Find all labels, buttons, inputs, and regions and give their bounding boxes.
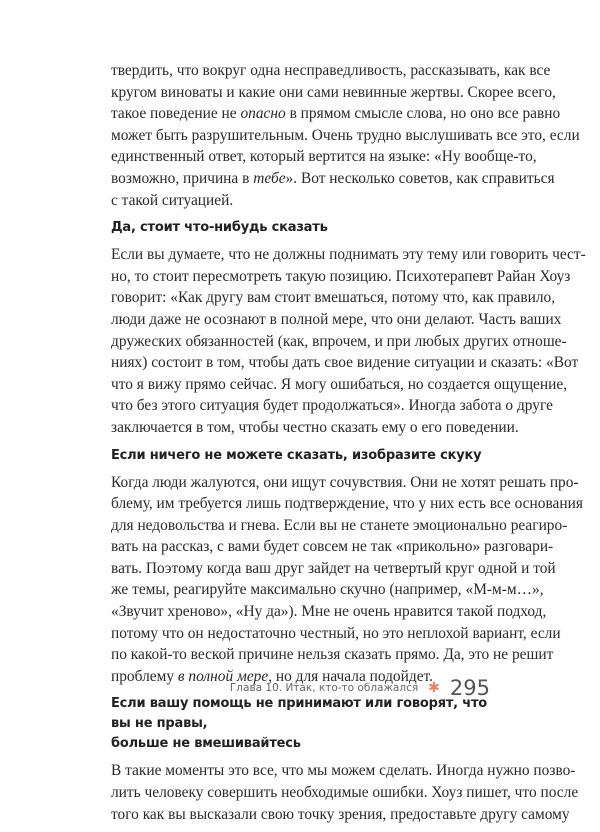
text-segment: дружеских обязанностей (как, впрочем, и при любых других отноше-: [111, 332, 567, 350]
text-segment: ». Вот несколько советов, как справиться: [285, 169, 555, 187]
text-line: [111, 760, 576, 782]
text-segment: лить человеку совершить необходимые ошибки. Хоуз пишет, что после: [111, 784, 579, 802]
text-segment: такое поведение не: [111, 105, 241, 123]
heading-line: Если ничего не можете сказать, изобразите скуку: [111, 447, 482, 463]
text-line: [111, 804, 570, 826]
text-segment: возможно, причина в: [111, 169, 254, 187]
text-line: [111, 395, 553, 417]
text-line: [111, 374, 568, 396]
paragraph: [111, 244, 586, 438]
text-segment: же темы, реагируйте максимально скучно (например, «М-м-м…»,: [111, 581, 544, 599]
text-segment: что я вижу прямо сейчас. Я могу ошибаться, но создается ощущение,: [111, 375, 568, 393]
text-segment: вать на рассказ, с вами будет совсем не так «прикольно» разговари-: [111, 538, 554, 556]
section-heading: [111, 694, 489, 754]
text-segment: с такой ситуацией.: [111, 191, 234, 209]
text-line: [111, 579, 544, 601]
text-line: [111, 536, 554, 558]
text-line: [111, 472, 579, 494]
section-heading: [111, 446, 489, 466]
text-line: [111, 601, 547, 623]
text-segment: что без этого ситуация будет продолжаться». Иногда забота о друге: [111, 397, 553, 415]
text-line: [111, 515, 568, 537]
text-segment: заключается в том, чтобы честно сказать ему о его поведении.: [111, 418, 519, 436]
emphasis: тебе: [253, 169, 286, 187]
text-segment: для недовольства и гнева. Если вы не станете эмоционально реагиро-: [111, 516, 568, 534]
text-line: [111, 782, 579, 804]
text-segment: Когда люди жалуются, они ищут сочувствия. Они не хотят решать про-: [111, 473, 579, 491]
text-segment: по какой-то веской причине нельзя сказать прямо. Да, это не решит: [111, 646, 554, 664]
text-line: [111, 125, 580, 147]
text-line: [111, 103, 561, 125]
text-segment: но, то стоит пересмотреть такую позицию. Психотерапевт Райан Хоуз: [111, 267, 571, 285]
text-line: [111, 82, 556, 104]
text-line: [111, 558, 556, 580]
chapter-title: Глава 10. Итак, кто-то облажался: [229, 682, 419, 694]
text-segment: того как вы высказали свою точку зрения, предоставьте другу самому: [111, 805, 570, 823]
page-number: 295: [449, 676, 490, 700]
text-segment: в прямом смысле слова, но оно все равно: [285, 105, 561, 123]
separator-star-icon: ✱: [428, 680, 440, 696]
text-line: [111, 623, 561, 645]
text-segment: говорит: «Как другу вам стоит вмешаться, потому что, как правило,: [111, 289, 556, 307]
paragraph: [111, 60, 580, 211]
section-heading: [111, 218, 489, 238]
page-body: [111, 60, 586, 832]
text-line: [111, 146, 537, 168]
text-line: [111, 352, 579, 374]
text-segment: единственный ответ, который вертится на языке: «Ну вообще-то,: [111, 148, 537, 166]
text-segment: ниях) состоит в том, чтобы дать свое видение ситуации и сказать: «Вот: [111, 354, 579, 372]
text-line: [111, 244, 586, 266]
heading-line: Если вашу помощь не принимают или говорят, что вы не правы,: [111, 696, 488, 732]
text-segment: вать. Поэтому когда ваш друг зайдет на четвертый круг одной и той: [111, 559, 556, 577]
text-segment: потому что он недостаточно честный, но это неплохой вариант, если: [111, 624, 561, 642]
text-segment: люди даже не осознают в полной мере, что они делают. Часть ваших: [111, 310, 562, 328]
text-line: [111, 60, 551, 82]
text-line: [111, 493, 583, 515]
text-segment: твердить, что вокруг одна несправедливость, рассказывать, как все: [111, 62, 551, 79]
text-segment: «Звучит хреново», «Ну да»). Мне не очень нравится такой подход,: [111, 603, 547, 621]
text-line: [111, 190, 489, 212]
text-line: [111, 309, 562, 331]
text-line: [111, 266, 571, 288]
text-segment: В такие моменты это все, что мы можем сделать. Иногда нужно позво-: [111, 762, 576, 780]
text-line: [111, 168, 555, 190]
running-footer: [230, 676, 490, 700]
text-segment: кругом виноваты и какие они сами невинные жертвы. Скорее всего,: [111, 83, 556, 101]
heading-line: больше не вмешивайтесь: [111, 736, 301, 752]
emphasis: опасно: [240, 105, 286, 123]
text-segment: проблему: [111, 667, 178, 685]
text-line: [111, 644, 554, 666]
text-line: [111, 287, 556, 309]
text-segment: может быть разрушительным. Очень трудно выслушивать все это, если: [111, 126, 580, 144]
text-line: [111, 417, 519, 439]
text-segment: , но для начала подойдет.: [268, 667, 433, 685]
paragraph: [111, 760, 579, 825]
heading-line: Да, стоит что-нибудь сказать: [111, 220, 328, 236]
emphasis: в полной мере: [177, 667, 269, 685]
text-segment: блему, им требуется лишь подтверждение, что у них есть все основания: [111, 495, 583, 513]
text-line: [111, 331, 567, 353]
text-segment: Если вы думаете, что не должны поднимать эту тему или говорить чест-: [111, 246, 586, 264]
